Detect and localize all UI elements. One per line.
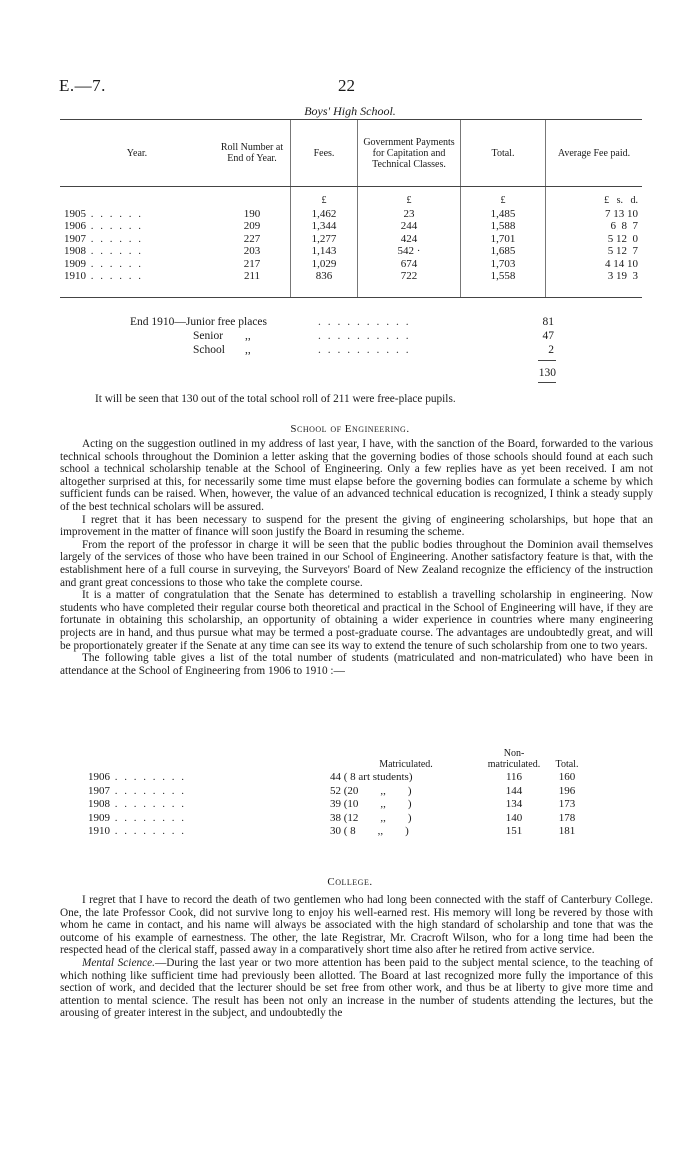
cell-avg: 5 12 0 <box>546 233 643 246</box>
cell-matriculated: 30 ( 8 ,, ) <box>330 825 409 837</box>
year-value: 1910 <box>88 825 110 837</box>
cell-non: 151 <box>505 825 523 837</box>
cell-year <box>88 785 330 799</box>
year-value: 1906 <box>88 771 110 783</box>
paragraph: I regret that it has been necessary to suspend for the present the giving of engineering scholarships, but hope that an improvement in the matter of finance will soon justify the Board in resuming the scheme. <box>60 513 653 539</box>
table-row <box>88 798 648 812</box>
cell-non: 140 <box>505 811 523 824</box>
dot-leader: . . . . . . <box>86 232 143 245</box>
cell-year <box>88 825 330 839</box>
year-value: 1907 <box>64 232 86 245</box>
series-label: E.—7. <box>59 76 106 95</box>
cell-total: 173 <box>558 798 576 810</box>
cell-matriculated: 38 (12 ,, ) <box>330 811 412 824</box>
table-row <box>88 812 648 826</box>
year-value: 1909 <box>64 257 86 270</box>
cell-fees: 836 <box>291 270 358 297</box>
sum-rule <box>538 360 556 361</box>
table-row <box>60 233 642 246</box>
cell-total: 181 <box>558 825 576 837</box>
table-title: Boys' High School. <box>304 104 396 118</box>
col-total: Total. <box>461 120 546 187</box>
cell-total: 1,703 <box>461 258 546 271</box>
dot-leader: . . . . . . . . . . <box>318 344 411 356</box>
table-row <box>60 258 642 271</box>
year-value: 1906 <box>64 220 86 232</box>
col-roll: Roll Number at End of Year. <box>214 120 291 187</box>
col-att-total: Total. <box>555 759 579 770</box>
cell-total: 1,588 <box>461 220 546 233</box>
cell-total: 1,685 <box>461 245 546 258</box>
senior-ditto: ,, <box>245 330 251 342</box>
cell-avg: 5 12 7 <box>546 245 643 258</box>
table-row <box>60 208 642 221</box>
attendance-table <box>88 747 648 839</box>
cell-avg: 6 8 7 <box>546 220 643 233</box>
table-row <box>60 220 642 233</box>
col-avg: Average Fee paid. <box>546 120 643 187</box>
dot-leader: . . . . . . . . . . <box>318 330 411 342</box>
boys-high-school-table <box>60 119 642 298</box>
cell-non: 134 <box>505 798 523 810</box>
units-row: £ £ £ £ s. d. <box>60 187 642 208</box>
dot-leader: . . . . . . . . <box>110 825 186 837</box>
cell-year <box>88 771 330 785</box>
cell-total: 1,558 <box>461 270 546 297</box>
table-row <box>60 270 642 297</box>
cell-total: 1,701 <box>461 233 546 246</box>
cell-total: 1,485 <box>461 208 546 221</box>
year-value: 1910 <box>64 270 86 282</box>
cell-avg: 4 14 10 <box>546 258 643 271</box>
year-value: 1907 <box>88 784 110 797</box>
cell-govt: 542 · <box>358 245 461 258</box>
free-places-total: 130 <box>538 367 556 379</box>
cell-matriculated: 44 ( 8 art students) <box>330 771 413 783</box>
dot-leader: . . . . . . <box>86 220 143 232</box>
dot-leader: . . . . . . <box>86 270 143 282</box>
dot-leader: . . . . . . . . <box>110 811 186 824</box>
dot-leader: . . . . . . <box>86 257 143 270</box>
cell-roll: 190 <box>243 207 261 220</box>
cell-year <box>60 208 214 221</box>
cell-year <box>60 258 214 271</box>
year-value: 1908 <box>64 245 86 257</box>
cell-total: 160 <box>558 771 576 783</box>
engineering-text <box>60 438 653 677</box>
cell-fees: 1,462 <box>291 208 358 221</box>
cell-avg: 3 19 3 <box>546 270 643 297</box>
paragraph: I regret that I have to record the death of two gentlemen who had long been connected with the staff of Canterbury College. One, the late Professor Cook, did not survive long to enjoy his well-earned rest. His memory will long be revered by those with whom he came in contact, and his name will always be associated with the high standard of scholarship and tone that was the outcome of his example of earnestness. The other, the late Registrar, Mr. Cracroft Wilson, who for a long time had been the respected head of the clerical staff, passed away in a comparatively short time also after he retired from active service. <box>60 894 653 957</box>
page-number: 22 <box>338 76 355 95</box>
cell-non: 144 <box>505 784 523 797</box>
college-heading: College. <box>327 876 373 888</box>
col-year: Year. <box>60 120 214 187</box>
school-ditto: ,, <box>245 344 251 356</box>
year-value: 1908 <box>88 798 110 810</box>
cell-matriculated: 39 (10 ,, ) <box>330 798 412 810</box>
col-govt: Government Payments for Capitation and Technical Classes. <box>358 120 461 187</box>
dot-leader: . . . . . . <box>86 207 143 220</box>
paragraph: The following table gives a list of the total number of students (matriculated and non-matriculated) who have been in attendance at the School of Engineering from 1906 to 1910 :— <box>60 652 653 677</box>
college-text <box>60 894 653 1020</box>
year-value: 1909 <box>88 811 110 824</box>
engineering-heading: School of Engineering. <box>290 423 410 435</box>
cell-year <box>60 220 214 233</box>
cell-year <box>88 798 330 812</box>
paragraph: Acting on the suggestion outlined in my address of last year, I have, with the sanction of the Board, forwarded to the various technical schools throughout the Dominion a letter asking that the governing bodies of those schools should found at each such school a technical scholarship tenable at the School of Engineering. Only a few replies have as yet been received. I am not altogether surprised at this, for necessarily some time must elapse before the governing bodies can formulate a scheme by which sufficient funds can be raised. When, however, the value of an advanced technical education is recognized, I think a steady supply of the best technical scholars will be assured. <box>60 438 653 513</box>
cell-avg: 7 13 10 <box>546 208 643 221</box>
col-fees: Fees. <box>291 120 358 187</box>
cell-year <box>60 270 214 297</box>
mental-science-paragraph <box>60 957 653 1020</box>
table-row <box>88 785 648 799</box>
table-row <box>60 245 642 258</box>
cell-roll: 203 <box>243 245 261 257</box>
cell-total: 178 <box>558 811 576 824</box>
table-row <box>88 825 648 839</box>
cell-year <box>88 812 330 826</box>
dot-leader: . . . . . . . . <box>110 784 186 797</box>
cell-govt: 424 <box>358 233 461 246</box>
dot-leader: . . . . . . . . <box>110 798 186 810</box>
col-non-matriculated: Non-matriculated. <box>487 748 541 770</box>
free-place-note: It will be seen that 130 out of the total school roll of 211 were free-place pupils. <box>95 393 456 405</box>
cell-non: 116 <box>505 771 523 783</box>
cell-fees: 1,344 <box>291 220 358 233</box>
cell-fees: 1,143 <box>291 245 358 258</box>
paragraph: It is a matter of congratulation that the Senate has determined to establish a travelling scholarship in engineering. Now students who have completed their regular course both theoretical and practical in the School of Engineering will have, if they are fortunate in obtaining this scholarship, an opportunity of obtaining a wider experience in countries where many engineering projects are in hand, and thus pursue what may be termed a post-graduate course. The advantages are undoubtedly great, and will be proportionately greater if the Senate at any time can see its way to extend the tenure of such scholarship from one to two years. <box>60 589 653 652</box>
dot-leader: . . . . . . <box>86 245 143 257</box>
school-value: 2 <box>548 344 554 356</box>
cell-govt: 244 <box>358 220 461 233</box>
paragraph: From the report of the professor in charge it will be seen that the public bodies throughout the Dominion avail themselves largely of the services of those who have been trained in our School of Engineering. Another satisfactory feature is that, with the establishment here of a full course in surveying, the Surveyors' Board of New Zealand recognize the efficiency of the instruction and grant great concessions to those who take the complete course. <box>60 538 653 589</box>
senior-label: Senior <box>193 330 224 342</box>
cell-govt: 722 <box>358 270 461 297</box>
cell-roll: 217 <box>243 257 261 270</box>
cell-fees: 1,029 <box>291 258 358 271</box>
cell-fees: 1,277 <box>291 233 358 246</box>
school-label: School <box>193 344 225 356</box>
cell-roll: 211 <box>214 270 291 297</box>
senior-value: 47 <box>542 330 554 342</box>
cell-govt: 674 <box>358 258 461 271</box>
free-places-lead: End 1910—Junior free places <box>130 316 268 328</box>
cell-govt: 23 <box>358 208 461 221</box>
cell-matriculated: 52 (20 ,, ) <box>330 784 412 797</box>
col-matriculated: Matriculated. <box>379 759 433 770</box>
cell-roll: 209 <box>243 220 261 232</box>
cell-roll: 227 <box>243 232 261 245</box>
mental-science-label: Mental Science. <box>82 956 155 969</box>
year-value: 1905 <box>64 207 86 220</box>
table-row <box>88 771 648 785</box>
sum-rule <box>538 382 556 383</box>
cell-year <box>60 245 214 258</box>
dot-leader: . . . . . . . . . . <box>318 316 411 328</box>
cell-total: 196 <box>558 784 576 797</box>
cell-year <box>60 233 214 246</box>
dot-leader: . . . . . . . . <box>110 771 186 783</box>
mental-science-text: —During the last year or two more attention has been paid to the subject mental science, to the teaching of which nothing like sufficient time had previously been allotted. The Board at last recognized more fully the importance of this section of work, and decided that the lecturer should be set free from other work, and thus be at liberty to give more time and attention to mental science. The result has been not only an increase in the number of students attending the lectures, but the arousing of greater interest in the subject, and undoubtedly the <box>60 956 653 1020</box>
junior-value: 81 <box>542 316 554 328</box>
